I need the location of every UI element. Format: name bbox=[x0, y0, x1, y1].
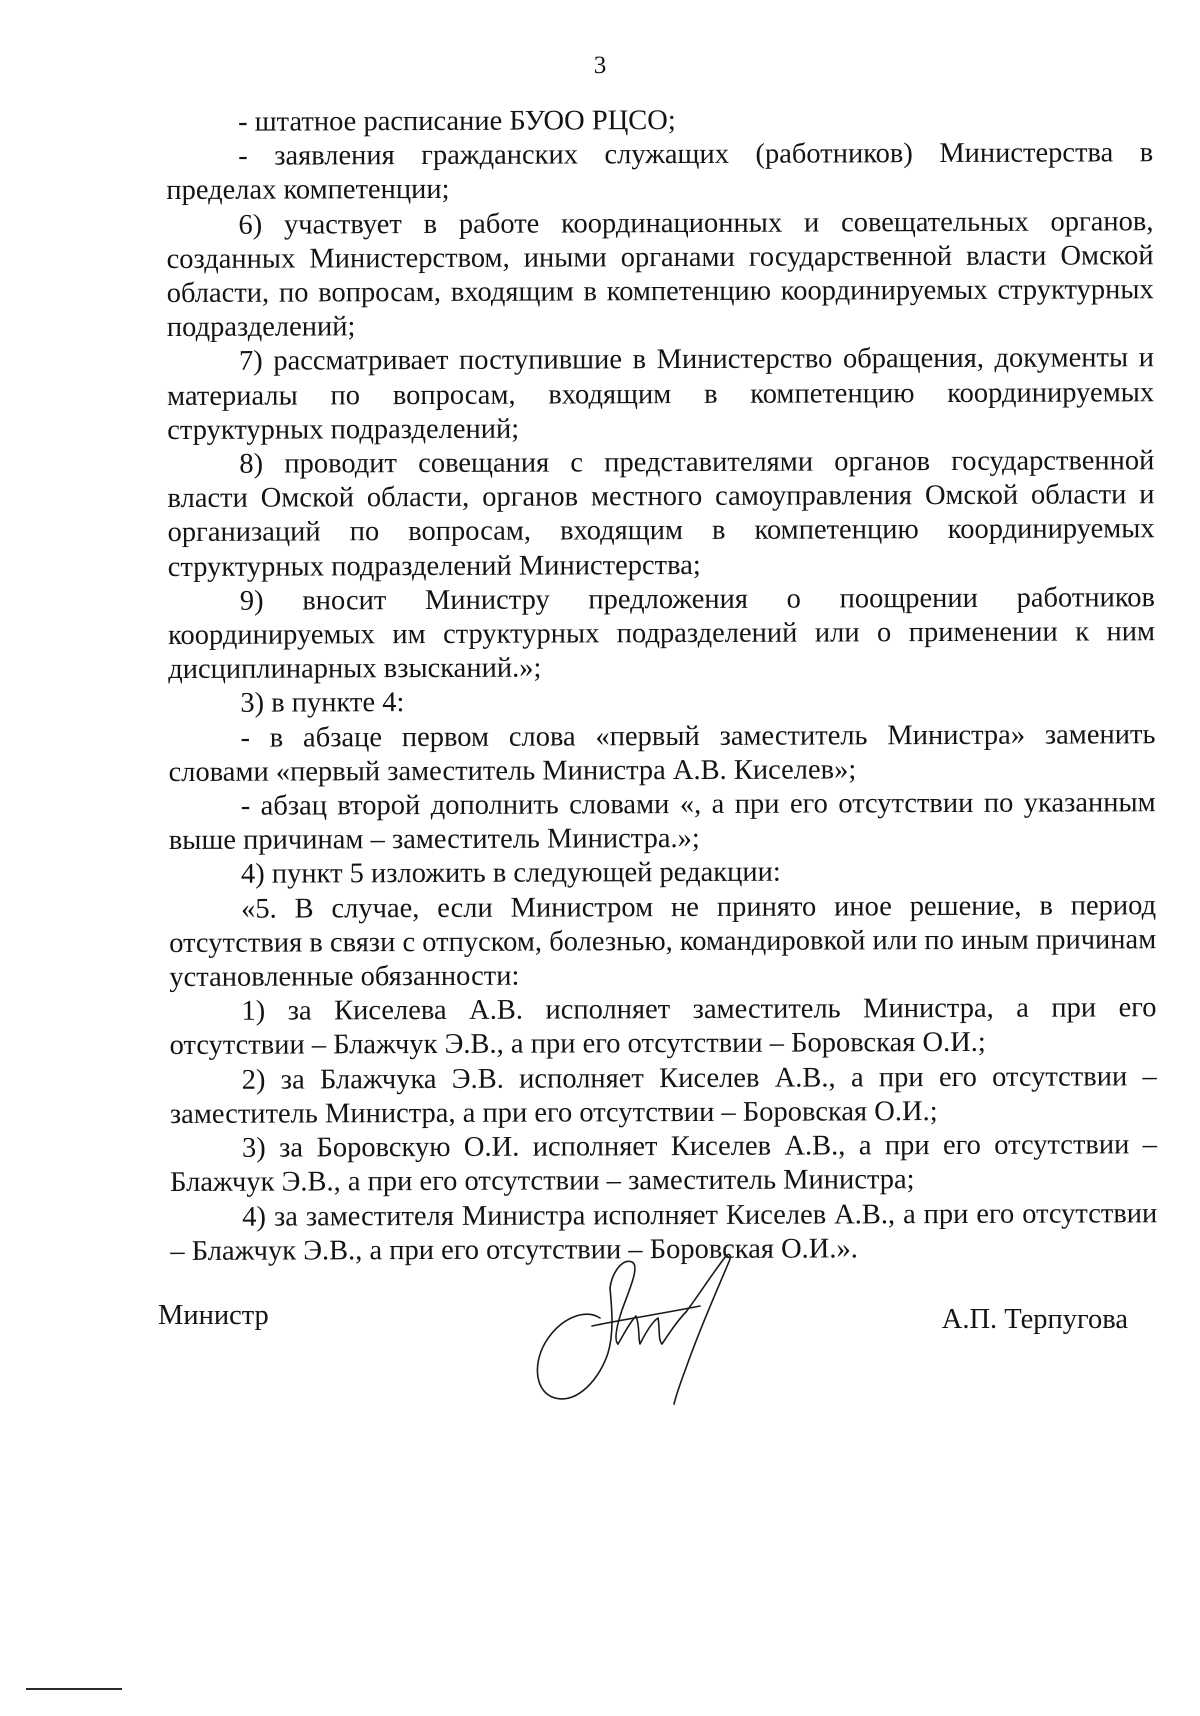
footer-rule bbox=[26, 1688, 122, 1690]
paragraph-clause-4: 4) пункт 5 изложить в следующей редакции: bbox=[240, 857, 781, 891]
signatory-title: Министр bbox=[158, 1300, 269, 1331]
paragraph-substitute-3: 3) за Боровскую О.И. исполняет Киселев А.В., а при его отсутствии – Блажчук Э.В., а при его отсутствии – заместитель Министра; bbox=[170, 1129, 1158, 1199]
paragraph-substitute-2: 2) за Блажчука Э.В. исполняет Киселев А.В., а при его отсутствии – заместитель Министра, а при его отсутствии – Боровская О.И.; bbox=[169, 1060, 1157, 1130]
paragraph-substitute-1: 1) за Киселева А.В. исполняет заместитель Министра, а при его отсутствии – Блажчук Э.В., а при его отсутствии – Боровская О.И.; bbox=[169, 992, 1157, 1062]
paragraph-item-6: 6) участвует в работе координационных и совещательных органов, созданных Министерством, иными органами государственной власти Омской области, по вопросам, входящим в компетенцию координируемых структурных подразделений; bbox=[166, 205, 1154, 344]
page-number: 3 bbox=[593, 52, 607, 79]
paragraph-clause-3-second-abzac: - абзац второй дополнить словами «, а при его отсутствии по указанным выше причинам – заместитель Министра.»; bbox=[168, 787, 1156, 857]
paragraph-item-8: 8) проводит совещания с представителями органов государственной власти Омской области, органов местного самоуправления Омской области и организаций по вопросам, входящим в компетенцию координируемых структурных подразделений Министерства; bbox=[167, 445, 1155, 583]
paragraph-employee-statements: - заявления гражданских служащих (работников) Министерства в пределах компетенции; bbox=[166, 137, 1154, 207]
paragraph-clause-3: 3) в пункте 4: bbox=[240, 687, 405, 720]
handwritten-signature bbox=[530, 1248, 760, 1408]
paragraph-item-9: 9) вносит Министру предложения о поощрении работников координируемых им структурных подразделений или о применении к ним дисциплинарных взысканий.»; bbox=[167, 582, 1156, 686]
paragraph-substitute-4: 4) за заместителя Министра исполняет Киселев А.В., а при его отсутствии – Блажчук Э.В., а при его отсутствии – Боровская О.И.». bbox=[170, 1197, 1158, 1267]
paragraph-item-7: 7) рассматривает поступившие в Министерство обращения, документы и материалы по вопросам, входящим в компетенцию координируемых структурных подразделений; bbox=[167, 342, 1155, 446]
document-body bbox=[166, 102, 1157, 1269]
paragraph-point-5: «5. В случае, если Министром не принято иное решение, в период отсутствия в связи с отпуском, болезнью, командировкой или по иным причинам установленные обязанности: bbox=[169, 889, 1157, 994]
signatory-name: А.П. Терпугова bbox=[941, 1304, 1128, 1335]
paragraph-staff-schedule: - штатное расписание БУОО РЦСО; bbox=[238, 105, 676, 138]
paragraph-clause-3-first-abzac: - в абзаце первом слова «первый заместитель Министра» заменить словами «первый заместитель Министра А.В. Киселев»; bbox=[168, 718, 1156, 788]
